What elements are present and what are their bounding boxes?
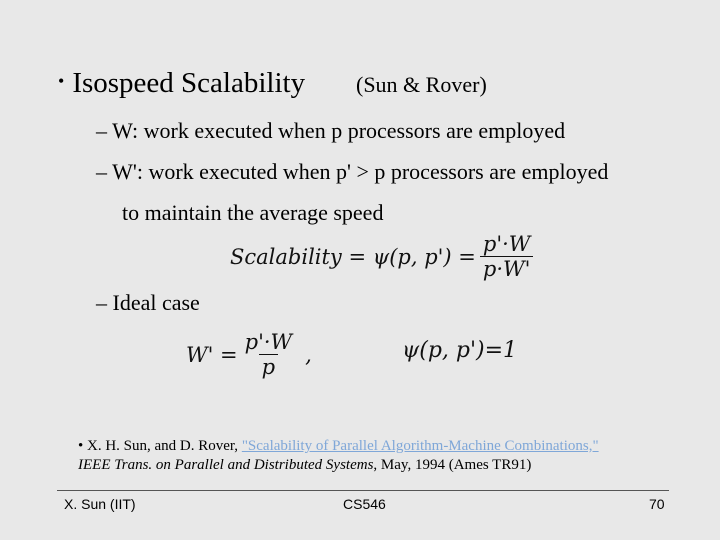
bullet-icon: • [58, 71, 65, 91]
scalability-lhs: Scalability = ψ(p, p') = [230, 244, 476, 269]
ideal-psi-equation: ψ(p, p')=1 [402, 338, 518, 363]
ideal-fraction [242, 330, 295, 379]
scalability-fraction [480, 232, 533, 281]
footer-course: CS546 [343, 496, 386, 512]
reference-suffix: , May, 1994 (Ames TR91) [373, 457, 532, 473]
slide-heading [58, 67, 305, 100]
reference-title-link[interactable]: "Scalability of Parallel Algorithm-Machine Combinations," [241, 438, 599, 454]
reference [78, 437, 678, 475]
ideal-lhs: W' = [186, 342, 238, 367]
ideal-w-equation [186, 330, 312, 379]
reference-prefix: • X. H. Sun, and D. Rover, [78, 438, 242, 454]
scalability-numerator: p'·W [482, 232, 531, 256]
footer-author: X. Sun (IIT) [64, 496, 136, 512]
scalability-denominator: p·W' [480, 256, 533, 281]
scalability-equation [230, 232, 537, 281]
ideal-case-label: – Ideal case [96, 290, 200, 315]
heading-attribution: (Sun & Rover) [356, 72, 487, 97]
reference-journal: IEEE Trans. on Parallel and Distributed Systems [78, 457, 374, 473]
footer-divider [57, 490, 669, 491]
ideal-denominator: p [259, 354, 278, 379]
point-w-prime-cont: to maintain the average speed [122, 200, 384, 225]
heading-text: Isospeed Scalability [72, 67, 306, 99]
point-w: – W: work executed when p processors are employed [96, 118, 566, 143]
ideal-numerator: p'·W [244, 330, 293, 354]
footer-page-number: 70 [649, 496, 665, 512]
point-w-prime: – W': work executed when p' > p processors are employed [96, 159, 609, 184]
ideal-separator: , [305, 342, 312, 367]
